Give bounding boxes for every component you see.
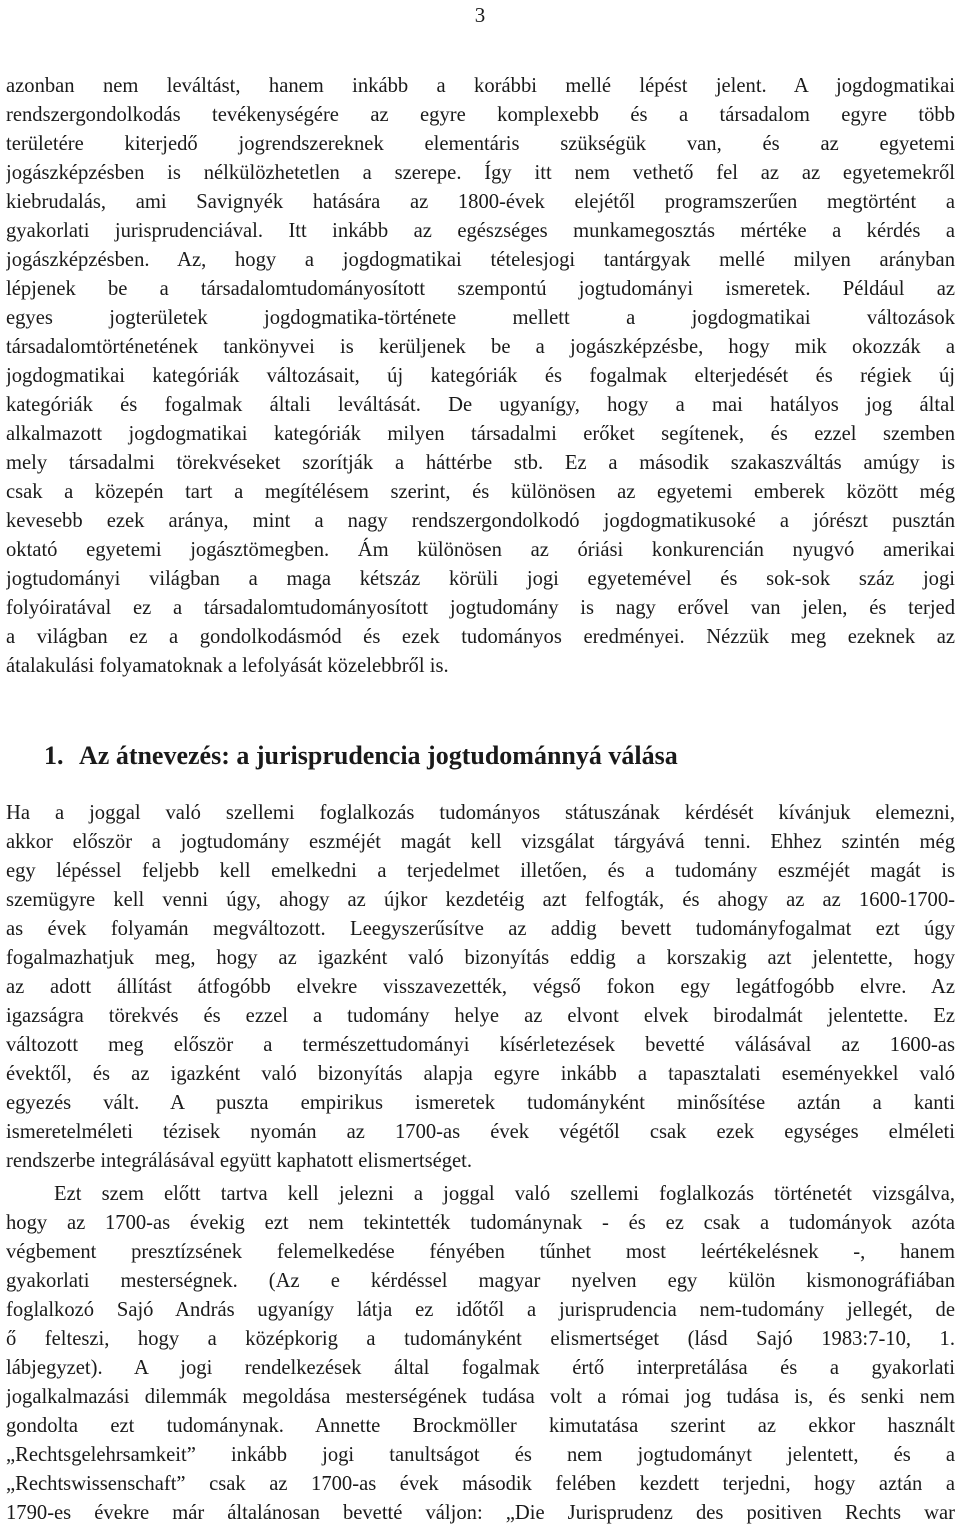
- text-line: hogy az 1700-as évekig ezt nem tekintették tudománynak - és ez csak a tudományok azóta: [6, 1212, 955, 1234]
- text-line: kevesebb ezek aránya, mint a nagy rendszergondolkodó jogdogmatikusoké a jórészt pusztán: [6, 510, 955, 532]
- text-line: fogalmazhatjuk meg, hogy az igazként való bizonyítás eddig a korszakig azt jelentette, hogy: [6, 947, 955, 969]
- text-line: folyóiratával ez a társadalomtudományosított jogtudomány is nagy erővel van jelen, és terjed: [6, 597, 955, 619]
- text-line: jogdogmatikai kategóriák változásait, új kategóriák és fogalmak elterjedését és régiek új: [6, 365, 955, 387]
- text-line: oktató egyetemi jogásztömegben. Ám különösen az óriási konkurencián nyugvó amerikai: [6, 539, 955, 561]
- text-line: gondolta ezt tudománynak. Annette Brockmöller kimutatása szerint az ekkor használt: [6, 1415, 955, 1437]
- text-line: jogalkalmazási dilemmák megoldása mesterségének tudása volt a római jog tudása is, és senki nem: [6, 1386, 955, 1408]
- text-line: akkor először a jogtudomány eszméjét magát kell vizsgálat tárgyává tenni. Ehhez szintén még: [6, 831, 955, 853]
- text-line: lépjenek be a társadalomtudományosított szempontú jogtudományi ismeretek. Például az: [6, 278, 955, 300]
- text-line: kategóriák és fogalmak általi leváltását. De ugyanígy, hogy a mai hatályos jog által: [6, 394, 955, 416]
- paragraph-2: [6, 799, 955, 1176]
- text-line: azonban nem leváltást, hanem inkább a korábbi mellé lépést jelent. A jogdogmatikai: [6, 75, 955, 97]
- text-line: évektől, és az igazként való bizonyítás alapja egyre inkább a tapasztalati eseményekkel való: [6, 1063, 955, 1085]
- text-line: egyes jogterületek jogdogmatika-története mellett a jogdogmatikai változások: [6, 307, 955, 329]
- text-line: rendszerbe integrálásával együtt kaphatott elismertséget.: [6, 1150, 473, 1172]
- paragraph-3: [6, 1180, 955, 1528]
- text-line: egyezés vált. A puszta empirikus ismeretek tudományként minősítése aztán a kanti: [6, 1092, 955, 1114]
- text-line: jogászképzésben is nélkülözhetetlen a szerepe. Így itt nem vethető fel az az egyetemekről: [6, 162, 955, 184]
- text-line: 1790-es évekre már általánosan bevetté váljon: „Die Jurisprudenz des positiven Rechts war: [6, 1502, 955, 1524]
- text-line: társadalomtörténetének tankönyvei is kerüljenek be a jogászképzésbe, hogy mik okozzák a: [6, 336, 955, 358]
- text-line: az adott állítást átfogóbb elvekre visszavezették, végső fokon egy legátfogóbb elvre. Az: [6, 976, 955, 998]
- text-line: végbement presztízsének felemelkedése fényében tűnhet most leértékelésnek -, hanem: [6, 1241, 955, 1263]
- text-line: mely társadalmi törekvéseket szorítják a háttérbe stb. Ez a második szakaszváltás amúgy is: [6, 452, 955, 474]
- section-title: Az átnevezés: a jurisprudencia jogtudománnyá válása: [79, 741, 678, 770]
- text-line: ő felteszi, hogy a középkorig a tudományként elismertséget (lásd Sajó 1983:7-10, 1.: [6, 1328, 955, 1350]
- text-line: igazságra törekvés és ezzel a tudomány helye az elvont elvek birodalmát jelentette. Ez: [6, 1005, 955, 1027]
- text-line: szemügyre kell venni úgy, ahogy az újkor kezdetéig azt felfogták, és ahogy az az 1600-1700-: [6, 889, 955, 911]
- text-line: rendszergondolkodás tevékenységére az egyre komplexebb és a társadalom egyre több: [6, 104, 955, 126]
- page-number: 3: [474, 3, 486, 27]
- text-line: egy lépéssel feljebb kell emelkedni a terjedelmet illetően, és a tudomány eszméjét magát is: [6, 860, 955, 882]
- text-line: csak a közepén tart a megítélésem szerint, és különösen az egyetemi emberek között még: [6, 481, 955, 503]
- text-line: ismeretelméleti tézisek nyomán az 1700-as évek végétől csak ezek egységes elméleti: [6, 1121, 955, 1143]
- text-line: kiebrudalás, ami Savignyék hatására az 1800-évek elejétől programszerűen megtörtént a: [6, 191, 955, 213]
- text-line: as évek folyamán megváltozott. Leegyszerűsítve az addig bevett tudományfogalmat ezt úgy: [6, 918, 955, 940]
- text-line: „Rechtsgelehrsamkeit” inkább jogi tanultságot és nem jogtudományt jelentett, és a: [6, 1444, 955, 1466]
- text-line: lábjegyzet). A jogi rendelkezések által fogalmak értő interpretálása és a gyakorlati: [6, 1357, 955, 1379]
- text-line: Ha a joggal való szellemi foglalkozás tudományos státuszának kérdését kívánjuk elemezni,: [6, 802, 955, 824]
- paragraph-1: [6, 72, 955, 681]
- text-line: jogászképzésben. Az, hogy a jogdogmatikai tételesjogi tantárgyak mellé milyen arányban: [6, 249, 955, 271]
- text-line: a világban ez a gondolkodásmód és ezek tudományos eredményei. Nézzük meg ezeknek az: [6, 626, 955, 648]
- section-heading: [44, 738, 678, 774]
- text-line: területére kiterjedő jogrendszereknek elementáris szükségük van, és az egyetemi: [6, 133, 955, 155]
- text-line: „Rechtswissenschaft” csak az 1700-as évek második felében kezdett terjedni, hogy aztán a: [6, 1473, 955, 1495]
- text-line: gyakorlati mesterségnek. (Az e kérdéssel magyar nyelven egy külön kismonográfiában: [6, 1270, 955, 1292]
- text-line: Ezt szem előtt tartva kell jelezni a joggal való szellemi foglalkozás történetét vizsgálva,: [54, 1183, 955, 1205]
- text-line: átalakulási folyamatoknak a lefolyását közelebbről is.: [6, 655, 449, 677]
- section-number: 1.: [44, 741, 64, 770]
- text-line: jogtudományi világban a maga kétszáz körüli jogi egyetemével és sok-sok száz jogi: [6, 568, 955, 590]
- text-line: gyakorlati jurisprudenciával. Itt inkább az egészséges munkamegosztás mértéke a kérdés a: [6, 220, 955, 242]
- text-line: alkalmazott jogdogmatikai kategóriák milyen társadalmi erőket segítenek, és ezzel szemben: [6, 423, 955, 445]
- text-line: változott meg először a természettudományi kísérletezések bevetté válásával az 1600-as: [6, 1034, 955, 1056]
- text-line: foglalkozó Sajó András ugyanígy látja ez időtől a jurisprudencia nem-tudomány jellegét, de: [6, 1299, 955, 1321]
